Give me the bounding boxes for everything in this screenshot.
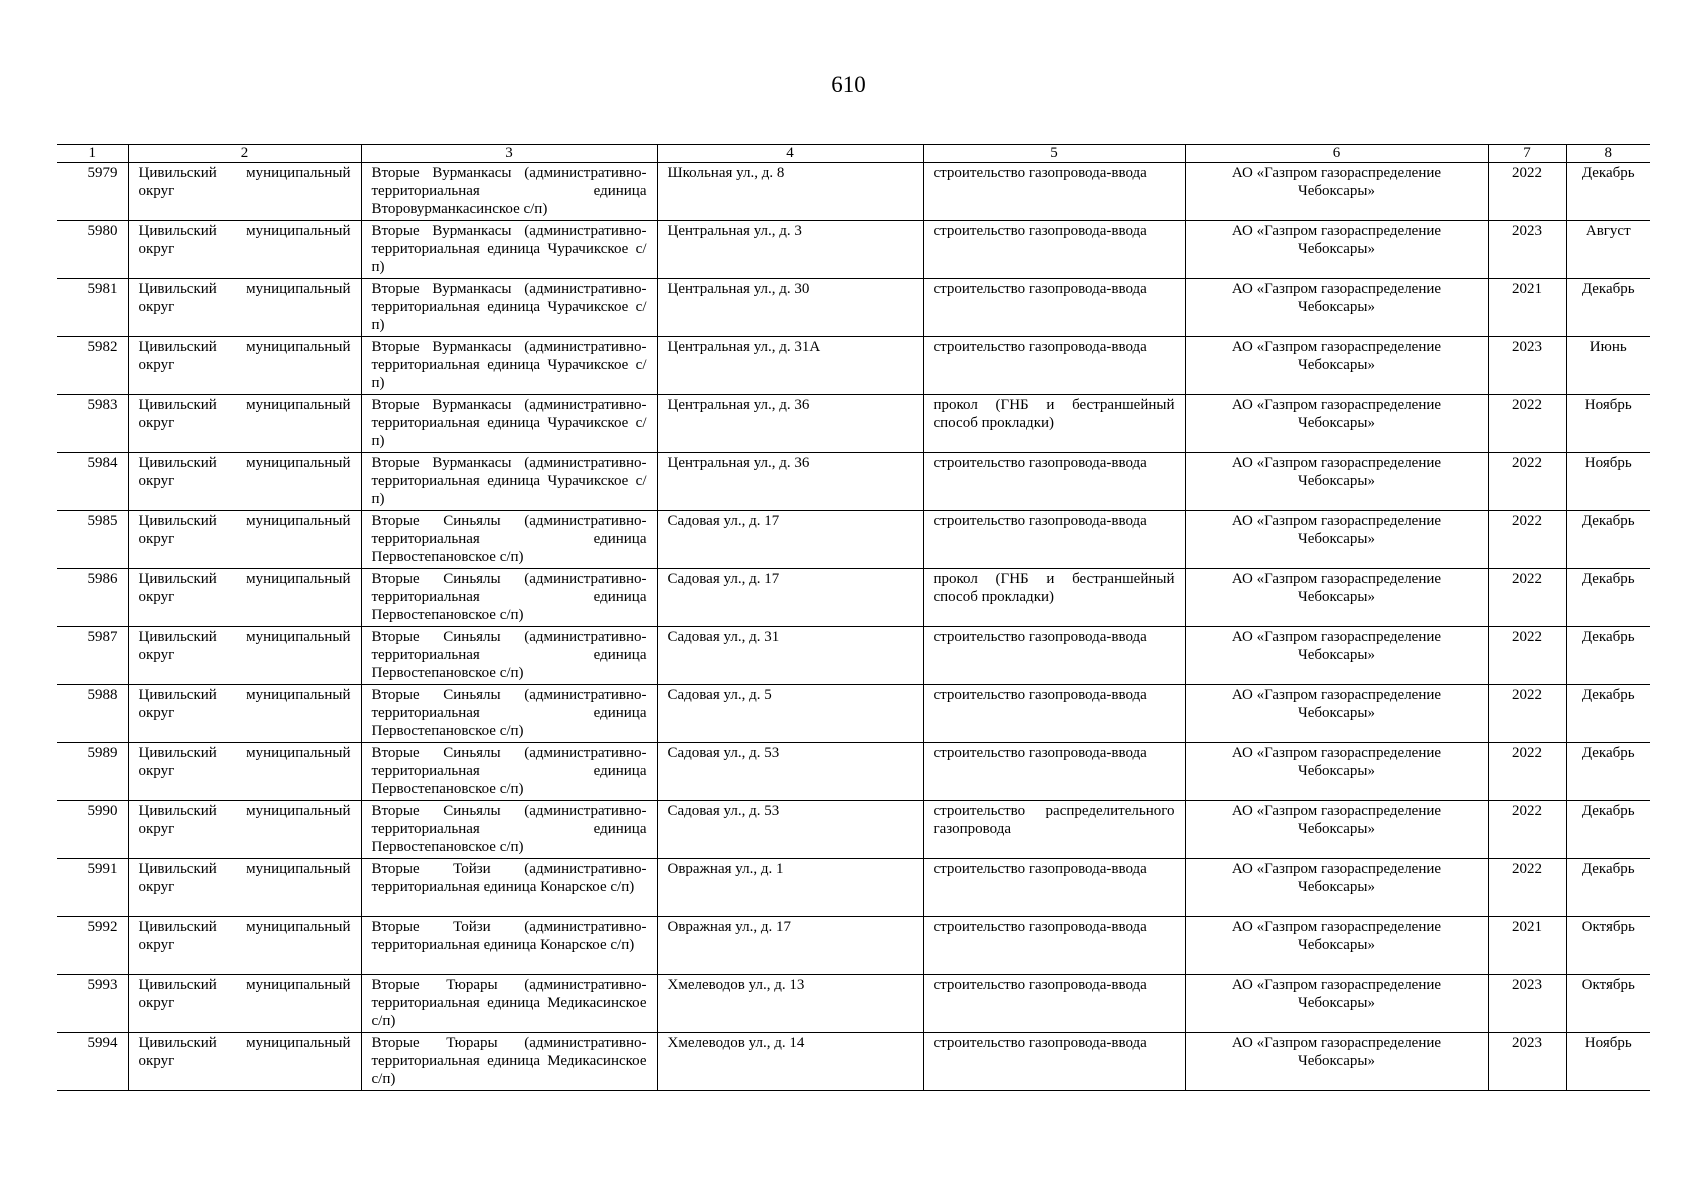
district-cell: Цивильский муниципальный округ (128, 627, 361, 685)
organization-cell: АО «Газпром газораспределение Чебоксары» (1185, 743, 1488, 801)
organization-cell: АО «Газпром газораспределение Чебоксары» (1185, 627, 1488, 685)
row-number: 5993 (57, 975, 128, 1033)
year-cell: 2022 (1488, 801, 1566, 859)
address-cell: Садовая ул., д. 53 (657, 801, 923, 859)
settlement-cell: Вторые Синьялы (административно-территориальная единица Первостепановское с/п) (361, 801, 657, 859)
row-number: 5988 (57, 685, 128, 743)
table-row (57, 685, 1650, 743)
month-cell: Ноябрь (1566, 1033, 1650, 1091)
work-type-cell: строительство газопровода-ввода (923, 511, 1185, 569)
month-cell: Ноябрь (1566, 453, 1650, 511)
settlement-cell: Вторые Синьялы (административно-территориальная единица Первостепановское с/п) (361, 569, 657, 627)
table-row (57, 975, 1650, 1033)
row-number: 5992 (57, 917, 128, 975)
year-cell: 2022 (1488, 163, 1566, 221)
address-cell: Центральная ул., д. 36 (657, 453, 923, 511)
settlement-cell: Вторые Вурманкасы (административно-территориальная единица Чурачикское с/п) (361, 221, 657, 279)
organization-cell: АО «Газпром газораспределение Чебоксары» (1185, 395, 1488, 453)
row-number: 5986 (57, 569, 128, 627)
address-cell: Хмелеводов ул., д. 14 (657, 1033, 923, 1091)
month-cell: Декабрь (1566, 743, 1650, 801)
organization-cell: АО «Газпром газораспределение Чебоксары» (1185, 569, 1488, 627)
settlement-cell: Вторые Тойзи (административно-территориальная единица Конарское с/п) (361, 917, 657, 975)
work-type-cell: строительство газопровода-ввода (923, 743, 1185, 801)
month-cell: Декабрь (1566, 859, 1650, 917)
table-row (57, 337, 1650, 395)
work-type-cell: прокол (ГНБ и бестраншейный способ прокладки) (923, 569, 1185, 627)
address-cell: Центральная ул., д. 3 (657, 221, 923, 279)
settlement-cell: Вторые Синьялы (административно-территориальная единица Первостепановское с/п) (361, 511, 657, 569)
table-row (57, 917, 1650, 975)
settlement-cell: Вторые Тюрары (административно-территориальная единица Медикасинское с/п) (361, 1033, 657, 1091)
table-row (57, 395, 1650, 453)
address-cell: Садовая ул., д. 17 (657, 511, 923, 569)
work-type-cell: строительство газопровода-ввода (923, 917, 1185, 975)
table-row (57, 1033, 1650, 1091)
row-number: 5983 (57, 395, 128, 453)
settlement-cell: Вторые Вурманкасы (административно-территориальная единица Чурачикское с/п) (361, 279, 657, 337)
address-cell: Садовая ул., д. 31 (657, 627, 923, 685)
year-cell: 2022 (1488, 627, 1566, 685)
year-cell: 2021 (1488, 279, 1566, 337)
data-table (57, 144, 1650, 1091)
organization-cell: АО «Газпром газораспределение Чебоксары» (1185, 685, 1488, 743)
organization-cell: АО «Газпром газораспределение Чебоксары» (1185, 859, 1488, 917)
work-type-cell: строительство газопровода-ввода (923, 975, 1185, 1033)
district-cell: Цивильский муниципальный округ (128, 279, 361, 337)
year-cell: 2023 (1488, 221, 1566, 279)
district-cell: Цивильский муниципальный округ (128, 743, 361, 801)
column-header: 7 (1488, 145, 1566, 163)
district-cell: Цивильский муниципальный округ (128, 859, 361, 917)
row-number: 5979 (57, 163, 128, 221)
year-cell: 2023 (1488, 975, 1566, 1033)
row-number: 5980 (57, 221, 128, 279)
organization-cell: АО «Газпром газораспределение Чебоксары» (1185, 279, 1488, 337)
year-cell: 2021 (1488, 917, 1566, 975)
district-cell: Цивильский муниципальный округ (128, 337, 361, 395)
month-cell: Июнь (1566, 337, 1650, 395)
settlement-cell: Вторые Вурманкасы (административно-территориальная единица Чурачикское с/п) (361, 453, 657, 511)
page-number: 610 (831, 72, 866, 97)
year-cell: 2022 (1488, 453, 1566, 511)
work-type-cell: строительство газопровода-ввода (923, 163, 1185, 221)
district-cell: Цивильский муниципальный округ (128, 511, 361, 569)
settlement-cell: Вторые Вурманкасы (административно-территориальная единица Чурачикское с/п) (361, 337, 657, 395)
organization-cell: АО «Газпром газораспределение Чебоксары» (1185, 453, 1488, 511)
table-row (57, 453, 1650, 511)
row-number: 5981 (57, 279, 128, 337)
address-cell: Садовая ул., д. 53 (657, 743, 923, 801)
work-type-cell: строительство газопровода-ввода (923, 859, 1185, 917)
year-cell: 2022 (1488, 859, 1566, 917)
row-number: 5991 (57, 859, 128, 917)
row-number: 5982 (57, 337, 128, 395)
district-cell: Цивильский муниципальный округ (128, 221, 361, 279)
work-type-cell: строительство газопровода-ввода (923, 453, 1185, 511)
district-cell: Цивильский муниципальный округ (128, 1033, 361, 1091)
year-cell: 2022 (1488, 511, 1566, 569)
organization-cell: АО «Газпром газораспределение Чебоксары» (1185, 163, 1488, 221)
address-cell: Овражная ул., д. 17 (657, 917, 923, 975)
district-cell: Цивильский муниципальный округ (128, 569, 361, 627)
district-cell: Цивильский муниципальный округ (128, 163, 361, 221)
work-type-cell: строительство газопровода-ввода (923, 627, 1185, 685)
organization-cell: АО «Газпром газораспределение Чебоксары» (1185, 511, 1488, 569)
column-header: 5 (923, 145, 1185, 163)
column-header: 2 (128, 145, 361, 163)
work-type-cell: строительство газопровода-ввода (923, 685, 1185, 743)
address-cell: Хмелеводов ул., д. 13 (657, 975, 923, 1033)
month-cell: Декабрь (1566, 569, 1650, 627)
year-cell: 2023 (1488, 337, 1566, 395)
month-cell: Октябрь (1566, 917, 1650, 975)
district-cell: Цивильский муниципальный округ (128, 801, 361, 859)
settlement-cell: Вторые Тойзи (административно-территориальная единица Конарское с/п) (361, 859, 657, 917)
settlement-cell: Вторые Тюрары (административно-территориальная единица Медикасинское с/п) (361, 975, 657, 1033)
column-header: 1 (57, 145, 128, 163)
row-number: 5984 (57, 453, 128, 511)
settlement-cell: Вторые Вурманкасы (административно-территориальная единица Второвурманкасинское с/п) (361, 163, 657, 221)
column-header: 6 (1185, 145, 1488, 163)
organization-cell: АО «Газпром газораспределение Чебоксары» (1185, 801, 1488, 859)
work-type-cell: строительство газопровода-ввода (923, 337, 1185, 395)
district-cell: Цивильский муниципальный округ (128, 975, 361, 1033)
table-row (57, 511, 1650, 569)
address-cell: Центральная ул., д. 30 (657, 279, 923, 337)
organization-cell: АО «Газпром газораспределение Чебоксары» (1185, 337, 1488, 395)
month-cell: Декабрь (1566, 627, 1650, 685)
row-number: 5989 (57, 743, 128, 801)
table-row (57, 627, 1650, 685)
month-cell: Декабрь (1566, 685, 1650, 743)
table-row (57, 569, 1650, 627)
year-cell: 2022 (1488, 395, 1566, 453)
settlement-cell: Вторые Вурманкасы (административно-территориальная единица Чурачикское с/п) (361, 395, 657, 453)
work-type-cell: прокол (ГНБ и бестраншейный способ прокладки) (923, 395, 1185, 453)
address-cell: Центральная ул., д. 31А (657, 337, 923, 395)
address-cell: Школьная ул., д. 8 (657, 163, 923, 221)
table-body (57, 163, 1650, 1091)
year-cell: 2023 (1488, 1033, 1566, 1091)
column-header: 8 (1566, 145, 1650, 163)
district-cell: Цивильский муниципальный округ (128, 917, 361, 975)
settlement-cell: Вторые Синьялы (административно-территориальная единица Первостепановское с/п) (361, 627, 657, 685)
table-row (57, 279, 1650, 337)
row-number: 5994 (57, 1033, 128, 1091)
settlement-cell: Вторые Синьялы (административно-территориальная единица Первостепановское с/п) (361, 685, 657, 743)
table-row (57, 743, 1650, 801)
month-cell: Ноябрь (1566, 395, 1650, 453)
month-cell: Декабрь (1566, 511, 1650, 569)
work-type-cell: строительство распределительного газопровода (923, 801, 1185, 859)
address-cell: Овражная ул., д. 1 (657, 859, 923, 917)
district-cell: Цивильский муниципальный округ (128, 685, 361, 743)
work-type-cell: строительство газопровода-ввода (923, 221, 1185, 279)
row-number: 5985 (57, 511, 128, 569)
settlement-cell: Вторые Синьялы (административно-территориальная единица Первостепановское с/п) (361, 743, 657, 801)
year-cell: 2022 (1488, 569, 1566, 627)
column-header: 3 (361, 145, 657, 163)
district-cell: Цивильский муниципальный округ (128, 453, 361, 511)
table-row (57, 801, 1650, 859)
year-cell: 2022 (1488, 685, 1566, 743)
address-cell: Садовая ул., д. 5 (657, 685, 923, 743)
row-number: 5987 (57, 627, 128, 685)
month-cell: Октябрь (1566, 975, 1650, 1033)
address-cell: Центральная ул., д. 36 (657, 395, 923, 453)
column-header: 4 (657, 145, 923, 163)
table-row (57, 859, 1650, 917)
row-number: 5990 (57, 801, 128, 859)
month-cell: Август (1566, 221, 1650, 279)
work-type-cell: строительство газопровода-ввода (923, 279, 1185, 337)
address-cell: Садовая ул., д. 17 (657, 569, 923, 627)
organization-cell: АО «Газпром газораспределение Чебоксары» (1185, 221, 1488, 279)
organization-cell: АО «Газпром газораспределение Чебоксары» (1185, 975, 1488, 1033)
district-cell: Цивильский муниципальный округ (128, 395, 361, 453)
column-number-row (57, 145, 1650, 163)
organization-cell: АО «Газпром газораспределение Чебоксары» (1185, 1033, 1488, 1091)
table-row (57, 163, 1650, 221)
table-row (57, 221, 1650, 279)
organization-cell: АО «Газпром газораспределение Чебоксары» (1185, 917, 1488, 975)
month-cell: Декабрь (1566, 279, 1650, 337)
work-type-cell: строительство газопровода-ввода (923, 1033, 1185, 1091)
month-cell: Декабрь (1566, 801, 1650, 859)
month-cell: Декабрь (1566, 163, 1650, 221)
year-cell: 2022 (1488, 743, 1566, 801)
